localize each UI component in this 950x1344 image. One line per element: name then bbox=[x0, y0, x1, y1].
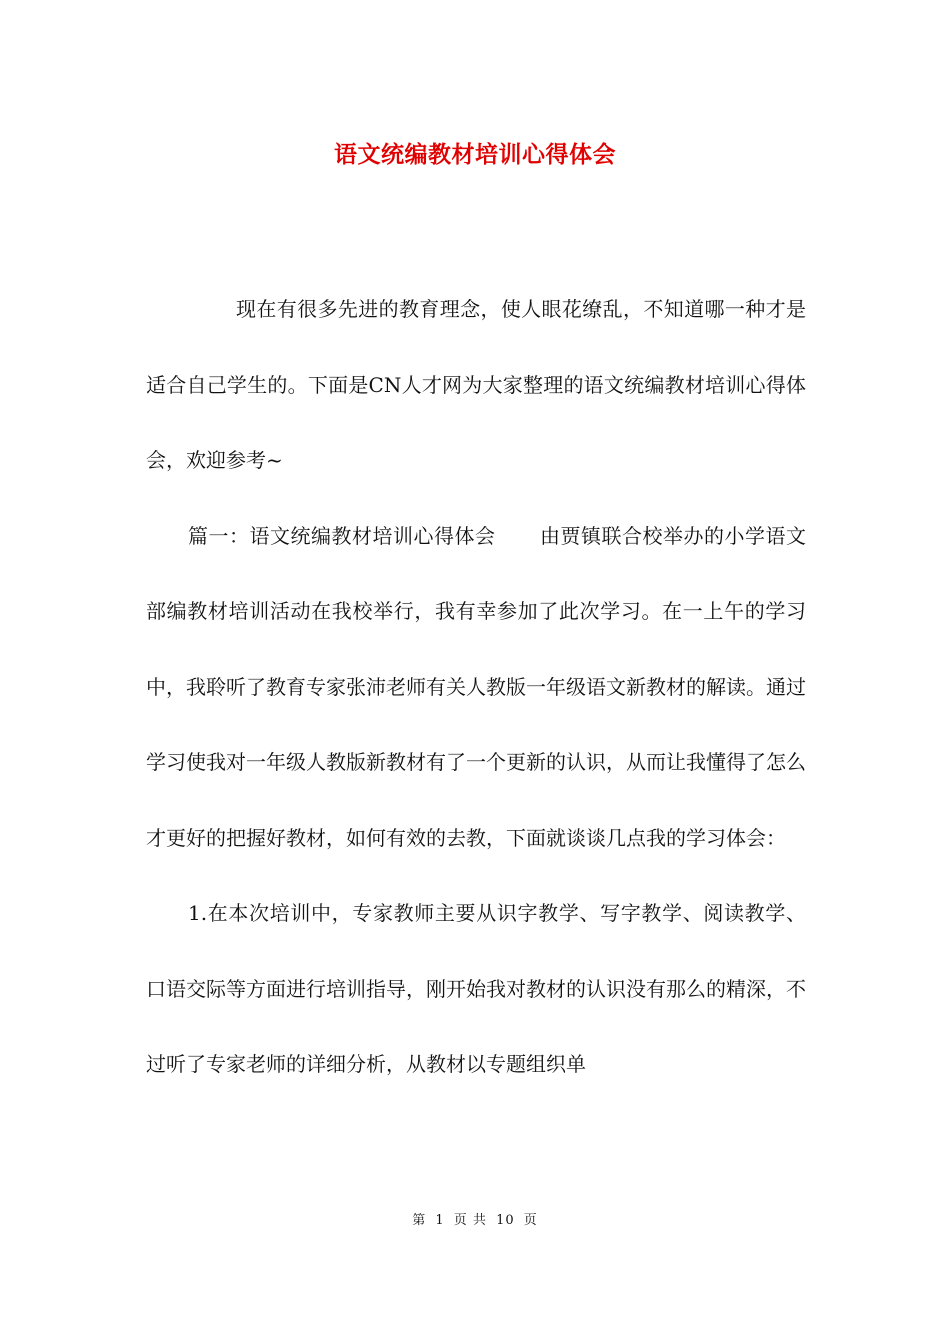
footer-suffix: 页 bbox=[523, 1213, 538, 1228]
footer-current-page: 1 bbox=[435, 1213, 445, 1228]
point-1-paragraph: 1.在本次培训中，专家教师主要从识字教学、写字教学、阅读教学、口语交际等方面进行培训指导，刚开始我对教材的认识没有那么的精深，不过听了专家老师的详细分析，从教材以专题组织单 bbox=[146, 901, 806, 1076]
document-body bbox=[146, 272, 806, 1103]
footer-middle: 页 共 bbox=[453, 1213, 487, 1228]
page-footer bbox=[0, 1209, 950, 1228]
footer-total-pages: 10 bbox=[496, 1213, 515, 1228]
intro-paragraph: 现在有很多先进的教育理念，使人眼花缭乱，不知道哪一种才是适合自己学生的。下面是CN人才网为大家整理的语文统编教材培训心得体会，欢迎参考~ bbox=[146, 297, 806, 472]
section-paragraph bbox=[146, 499, 806, 877]
section-heading: 篇一：语文统编教材培训心得体会 bbox=[188, 523, 496, 548]
footer-prefix: 第 bbox=[412, 1213, 427, 1228]
section-body: 由贾镇联合校举办的小学语文部编教材培训活动在我校举行，我有幸参加了此次学习。在一上午的学习中，我聆听了教育专家张沛老师有关人教版一年级语文新教材的解读。通过学习使我对一年级人教版新教材有了一个更新的认识，从而让我懂得了怎么才更好的把握好教材，如何有效的去教，下面就谈谈几点我的学习体会： bbox=[146, 523, 806, 850]
document-title: 语文统编教材培训心得体会 bbox=[334, 141, 616, 168]
